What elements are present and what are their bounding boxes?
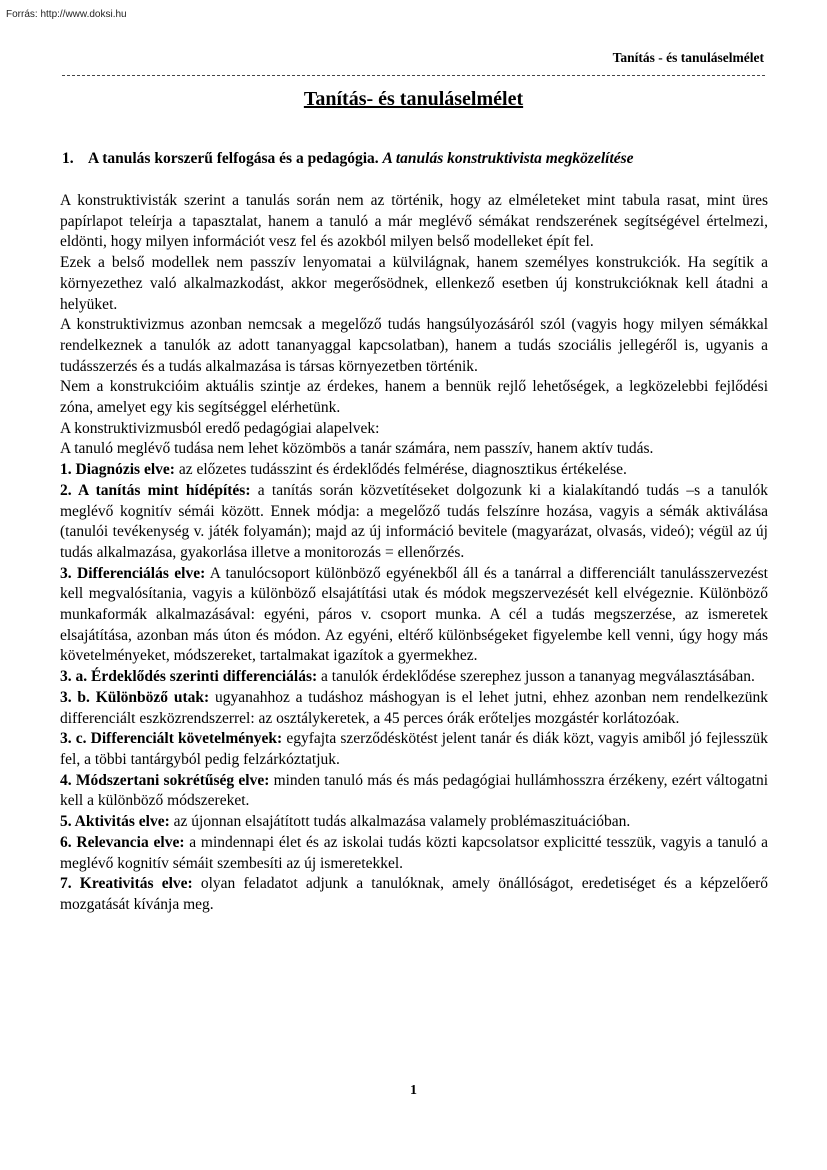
principle-label: 4. Módszertani sokrétűség elve: [60,771,270,789]
paragraph: Nem a konstrukcióim aktuális szintje az érdekes, hanem a bennük rejlő lehetőségek, a legközelebbi fejlődési zóna, amelyet egy kis segítséggel elérhetünk. [60,378,768,417]
page-number: 1 [410,1083,417,1098]
principle-label: 5. Aktivitás elve: [60,813,170,831]
principle-text: a mindennapi élet és az iskolai tudás közti kapcsolatsor explicitté tesszük, vagyis a tanuló a meglévő kognitív sémáit szembesíti az új ismeretekkel. [60,833,768,872]
principle-text: olyan feladatot adjunk a tanulóknak, amely önállóságot, eredetiséget és a képzelőerő mozgatását kívánja meg. [60,875,769,913]
principle-item [60,729,768,770]
page-title: Tanítás- és tanuláselmélet [303,88,524,110]
principle-item [60,460,768,481]
paragraph: A tanuló meglévő tudása nem lehet közömbös a tanár számára, nem passzív, hanem aktív tudás. [60,440,654,458]
principle-text: a tanulók érdeklődése szerephez jusson a tananyag megválasztásában. [317,668,755,686]
section-heading [62,150,767,168]
principle-text: egyfajta szerződéskötést jelent tanár és diák közt, vagyis amiből jó fejlesszük fel, a többi tantárgyból pedig felzárkóztatjuk. [60,730,769,768]
principle-label: 3. b. Különböző utak: [60,688,210,706]
principle-item [60,564,768,668]
running-head: Tanítás - és tanuláselmélet [612,50,764,65]
principle-label: 3. c. Differenciált követelmények: [60,730,283,748]
body-text [60,191,768,916]
principle-text: az előzetes tudásszint és érdeklődés felmérése, diagnosztikus értékelése. [174,461,627,479]
principle-item [60,812,768,833]
principle-item [60,874,768,915]
paragraph: A konstruktivizmusból eredő pedagógiai alapelvek: [60,419,380,437]
principle-text: A tanulócsoport különböző egyénekből áll és a tanárral a differenciált tanulásszervezést kell megvalósítania, vagyis a különböző elsajátítási utak és módok megszervezését kell elvégeznie. Különböző munkaformák alkalmazásával: egyéni, páros v. csoport munka. A cél a tudás megszerzése, az ismeretek elsajátítása, azonban más úton és módon. Az egyéni, eltérő különbségeket figyelembe kell venni, úgy hogy más követelményeket, módszereket, tartalmakat igazítok a gyermekhez. [60,564,768,665]
principle-item [60,771,768,812]
principle-label: 7. Kreativitás elve: [60,875,193,893]
principle-text: ugyanahhoz a tudáshoz máshogyan is el lehet jutni, ehhez azonban nem rendelkezünk differenciált eszközrendszerrel: az osztálykeretek, a 45 perces órák erőteljes mozgástér korlátozóak. [60,688,769,727]
paragraph: A konstruktivisták szerint a tanulás során nem az történik, hogy az elméleteket mint tabula rasat, mint üres papírlapot teleírja a tapasztalat, hanem a tanuló a már meglévő sémákat rendszerének segítségével értelmezi, eldönti, hogy milyen információt vesz fel és azokból milyen belső modelleket épít fel. [60,192,768,251]
header-divider [62,75,765,76]
principle-label: 3. a. Érdeklődés szerinti differenciálás: [60,668,318,686]
principle-item [60,481,768,564]
principle-item [60,667,768,688]
principle-text: minden tanuló más és más pedagógiai hullámhosszra érzékeny, ezért váltogatni kell a különböző módszereket. [60,771,768,810]
section-title: A tanulás korszerű felfogása és a pedagógia. [88,150,379,167]
principle-text: az újonnan elsajátított tudás alkalmazása valamely problémaszituációban. [169,813,631,831]
section-number: 1. [62,150,74,167]
paragraph: Ezek a belső modellek nem passzív lenyomatai a külvilágnak, hanem személyes konstrukciók. Ha segítik a környezethez való alkalmazkodást, akkor megerősödnek, ellenkező esetben új konstrukcióknak kell átadni a helyüket. [60,254,768,313]
principle-text: a tanítás során közvetítéseket dolgozunk ki a kialakítandó tudás –s a tanulók meglévő kognitív sémái között. Ennek módja: a megelőző tudás felszínre hozása, vagyis a sémák aktiválása (tanulói tevékenység v. játék folyamán); majd az új információ bevitele (magyarázat, olvasás, videó); végül az új tudás alkalmazása, gyakorlása illetve a monitorozás = ellenőrzés. [60,481,768,561]
principle-item [60,833,768,874]
principle-item [60,688,768,729]
principle-label: 2. A tanítás mint hídépítés: [60,481,251,499]
section-subtitle: A tanulás konstruktivista megközelítése [382,150,634,167]
principle-label: 3. Differenciálás elve: [60,564,206,582]
principle-label: 6. Relevancia elve: [60,833,185,851]
source-url: Forrás: http://www.doksi.hu [6,9,127,20]
principle-label: 1. Diagnózis elve: [60,461,175,479]
paragraph: A konstruktivizmus azonban nemcsak a megelőző tudás hangsúlyozásáról szól (vagyis hogy milyen sémákkal rendelkeznek a tanulók az adott tananyaggal kapcsolatban), hanem a tudás szociális jellegéről is, ugyanis a tudásszerzés és a tudás alkalmazása is társas környezetben történik. [60,316,768,375]
